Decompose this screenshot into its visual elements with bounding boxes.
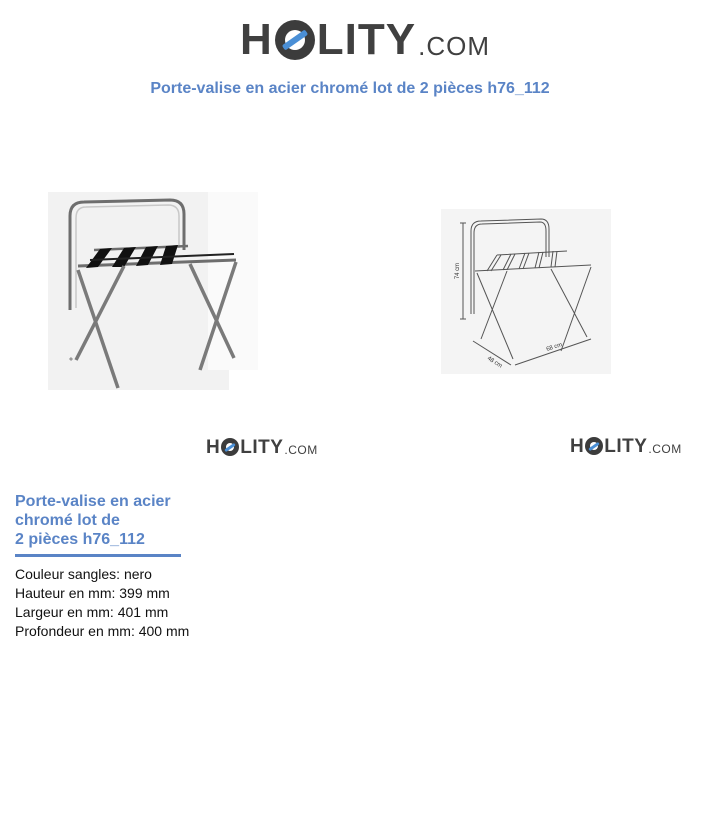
holity-logo-small [570,437,682,456]
spec-width: Largeur en mm: 401 mm [15,604,169,620]
spec-depth: Profondeur en mm: 400 mm [15,623,190,639]
drawing-width-label: 68 cm [545,342,564,353]
logo-letters: LITY [240,437,284,458]
drawing-depth-label: 48 cm [485,355,503,370]
logo-o-icon [585,437,603,455]
product-heading-line: Porte-valise en acier [15,493,171,510]
logo-domain: .COM [648,442,682,456]
logo-letters: LITY [604,436,648,457]
logo-o-icon [275,20,315,60]
spec-height: Hauteur en mm: 399 mm [15,585,170,601]
spec-list [15,565,189,641]
logo-o-icon [221,438,239,456]
logo-letter-h: H [206,437,221,458]
heading-divider [15,554,181,557]
holity-logo[interactable] [240,15,490,64]
holity-logo-small [206,438,318,457]
logo-letter-h: H [240,15,273,64]
dimension-drawing [441,209,611,374]
logo-letter-h: H [570,436,585,457]
logo-letters: LITY [316,15,417,64]
logo-domain: .COM [284,443,318,457]
logo-domain: .COM [418,31,490,61]
product-heading-line: chromé lot de [15,512,120,529]
product-photo [48,192,258,392]
product-heading-line: 2 pièces h76_112 [15,531,145,548]
spec-strap-color: Couleur sangles: nero [15,566,152,582]
page-title: Porte-valise en acier chromé lot de 2 pièces h76_112 [150,80,550,97]
product-heading [15,492,185,549]
drawing-height-label: 74 cm [455,262,461,280]
